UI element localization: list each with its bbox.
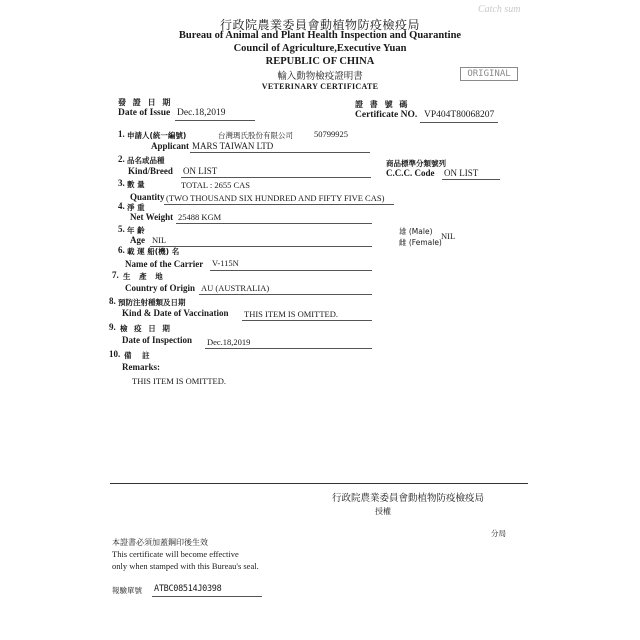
- applicant-value: MARS TAIWAN LTD: [192, 141, 274, 151]
- footer-zh-bureau: 行政院農業委員會動植物防疫檢疫局: [332, 493, 485, 504]
- inspection-num: 9.: [109, 322, 116, 332]
- inspection-zh-label: 檢 疫 日 期: [120, 324, 172, 333]
- footer-zh-branch: 分局: [491, 529, 506, 538]
- inspection-value: Dec.18,2019: [207, 337, 251, 347]
- cert-no-zh-label: 證 書 號 碼: [355, 100, 410, 109]
- age-underline: [150, 246, 372, 247]
- quantity-value: (TWO THOUSAND SIX HUNDRED AND FIFTY FIVE CAS): [166, 193, 385, 203]
- cert-no-value: VP404T80068207: [424, 110, 495, 120]
- ccc-underline: [442, 179, 500, 180]
- vaccination-underline: [242, 320, 372, 321]
- quantity-underline: [164, 204, 394, 205]
- quantity-zh-label: 數 量: [127, 180, 145, 189]
- serial-value: ATBC08514J0398: [154, 584, 222, 594]
- male-label: 雄 (Male): [399, 227, 433, 236]
- issue-date-value: Dec.18,2019: [177, 108, 226, 118]
- cert-no-underline: [420, 122, 498, 123]
- remarks-num: 10.: [109, 349, 121, 359]
- vaccination-value: THIS ITEM IS OMITTED.: [244, 309, 338, 319]
- quantity-num: 3.: [118, 178, 125, 188]
- applicant-underline: [190, 152, 370, 153]
- issue-date-underline: [175, 120, 255, 121]
- net-weight-underline: [176, 223, 372, 224]
- origin-num: 7.: [112, 270, 119, 280]
- carrier-num: 6.: [118, 245, 125, 255]
- carrier-value: V-115N: [212, 258, 239, 268]
- age-zh-label: 年 齡: [127, 226, 145, 235]
- carrier-label: Name of the Carrier: [125, 259, 204, 269]
- footer-note-line1: This certificate will become effective: [112, 549, 239, 559]
- kind-zh-label: 品名或品種: [127, 156, 165, 165]
- header-council: Council of Agriculture,Executive Yuan: [233, 43, 407, 54]
- net-weight-label: Net Weight: [130, 212, 174, 222]
- header-country: REPUBLIC OF CHINA: [265, 56, 375, 67]
- original-stamp: ORIGINAL: [460, 67, 518, 81]
- sex-value: NIL: [441, 231, 456, 241]
- origin-value: AU (AUSTRALIA): [201, 283, 270, 293]
- age-label: Age: [130, 235, 145, 245]
- footer-divider: [110, 483, 528, 484]
- age-value: NIL: [152, 235, 167, 245]
- serial-label: 報驗單號: [112, 586, 142, 595]
- inspection-label: Date of Inspection: [122, 335, 192, 345]
- remarks-zh-label: 備 註: [124, 351, 154, 360]
- footer-note-line2: only when stamped with this Bureau's seal.: [112, 561, 259, 571]
- header-zh-cert: 輸入動物檢疫證明書: [277, 71, 363, 82]
- applicant-tax-id: 50799925: [314, 129, 348, 139]
- cert-no-label: Certificate NO.: [355, 110, 418, 120]
- remarks-label: Remarks:: [122, 362, 160, 372]
- ccc-value: ON LIST: [444, 168, 479, 178]
- female-label: 雌 (Female): [399, 238, 442, 247]
- remarks-value: THIS ITEM IS OMITTED.: [132, 376, 226, 386]
- kind-label: Kind/Breed: [128, 166, 173, 176]
- vaccination-zh-label: 預防注射種類及日期: [118, 298, 186, 307]
- age-num: 5.: [118, 224, 125, 234]
- footer-zh-issued: 授權: [375, 507, 391, 516]
- certificate-title: VETERINARY CERTIFICATE: [261, 82, 379, 91]
- header-zh-title: 行政院農業委員會動植物防疫檢疫局: [219, 18, 420, 32]
- kind-underline: [181, 177, 371, 178]
- inspection-underline: [205, 348, 372, 349]
- carrier-zh-label: 載 運 船(機) 名: [127, 247, 180, 256]
- header-bureau: Bureau of Animal and Plant Health Inspection and Quarantine: [178, 30, 462, 41]
- kind-num: 2.: [118, 154, 125, 164]
- quantity-total: TOTAL : 2655 CAS: [181, 180, 250, 190]
- issue-date-zh-label: 發 證 日 期: [118, 98, 173, 107]
- applicant-label: Applicant: [151, 141, 190, 151]
- corner-mark: Catch sum: [478, 4, 521, 15]
- origin-underline: [199, 294, 372, 295]
- net-weight-zh-label: 淨 重: [127, 203, 145, 212]
- ccc-zh-label: 商品標準分類號列: [386, 159, 446, 168]
- issue-date-label: Date of Issue: [118, 108, 171, 118]
- applicant-num: 1.: [118, 129, 125, 139]
- net-weight-value: 25488 KGM: [178, 212, 222, 222]
- applicant-zh-label: 申請人(統一編號): [127, 131, 187, 140]
- vaccination-num: 8.: [109, 296, 116, 306]
- vaccination-label: Kind & Date of Vaccination: [122, 308, 229, 318]
- origin-label: Country of Origin: [125, 283, 196, 293]
- serial-underline: [152, 596, 262, 597]
- kind-value: ON LIST: [183, 166, 218, 176]
- applicant-zh-value: 台灣瑪氏股份有限公司: [218, 131, 293, 140]
- ccc-label: C.C.C. Code: [386, 168, 435, 178]
- quantity-label: Quantity: [130, 192, 165, 202]
- origin-zh-label: 生 產 地: [123, 272, 166, 281]
- net-weight-num: 4.: [118, 201, 125, 211]
- carrier-underline: [210, 270, 372, 271]
- footer-zh-note: 本證書必須加蓋鋼印後生效: [112, 538, 208, 547]
